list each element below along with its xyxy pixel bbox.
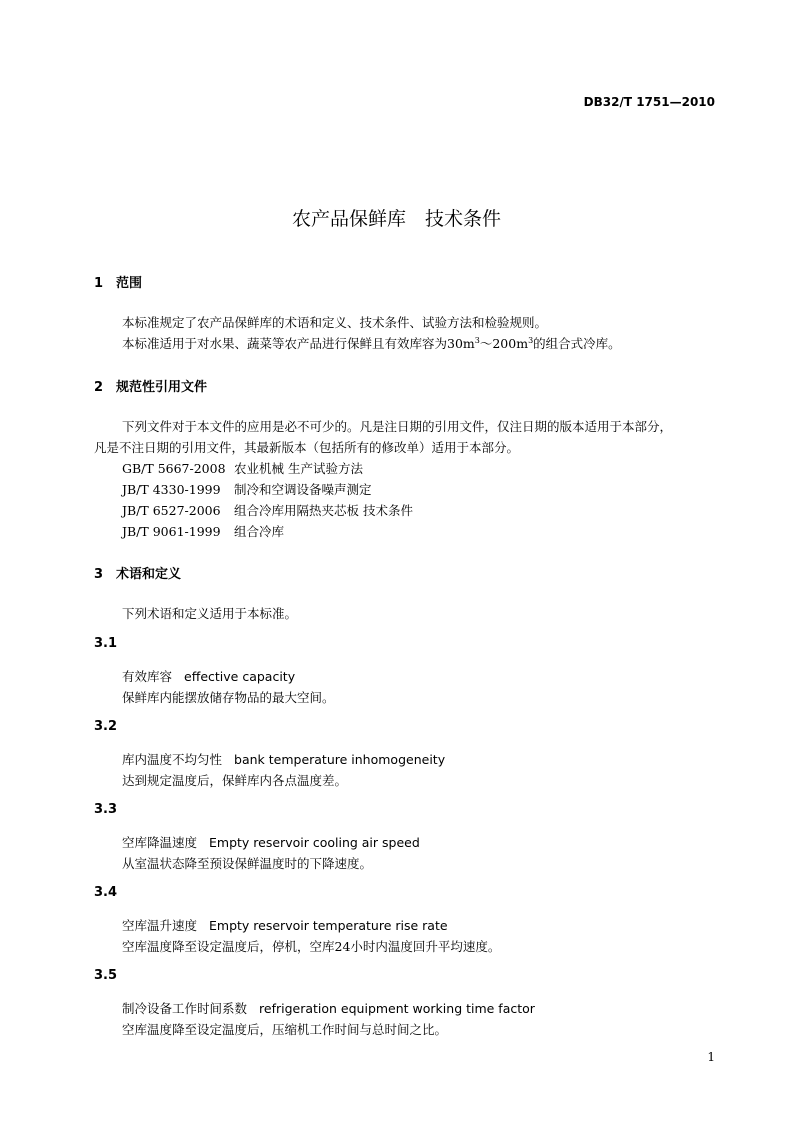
section-title: 术语和定义 <box>116 567 182 582</box>
section-3-intro: 下列术语和定义适用于本标准。 <box>122 606 298 621</box>
section-2-para-line-1: 下列文件对于本文件的应用是必不可少的。凡是注日期的引用文件，仅注日期的版本适用于本部分， <box>122 419 673 434</box>
term-definition: 保鲜库内能摆放储存物品的最大空间。 <box>122 690 335 705</box>
reference-code: JB/T 4330-1999 <box>122 482 221 497</box>
term-definition: 从室温状态降至预设保鲜温度时的下降速度。 <box>122 856 373 871</box>
term-en: refrigeration equipment working time factor <box>259 1001 535 1016</box>
term-heading <box>122 916 448 934</box>
term-heading <box>122 750 445 768</box>
subsection-number: 3.1 <box>94 636 118 651</box>
subsection-number: 3.2 <box>94 719 118 734</box>
reference-code: JB/T 6527-2006 <box>122 503 221 518</box>
reference-title: 农业机械 生产试验方法 <box>234 461 363 476</box>
section-2-heading <box>94 376 207 395</box>
term-definition: 空库温度降至设定温度后，停机，空库24小时内温度回升平均速度。 <box>122 939 501 954</box>
term-definition: 空库温度降至设定温度后，压缩机工作时间与总时间之比。 <box>122 1022 448 1037</box>
section-number: 2 <box>94 380 104 395</box>
subsection-number: 3.3 <box>94 802 118 817</box>
reference-title: 制冷和空调设备噪声测定 <box>234 482 372 497</box>
document-title: 农产品保鲜库 技术条件 <box>291 208 501 230</box>
reference-title: 组合冷库用隔热夹芯板 技术条件 <box>234 503 413 518</box>
section-number: 3 <box>94 567 104 582</box>
reference-item <box>122 459 363 477</box>
standard-number: DB32/T 1751—2010 <box>583 95 715 109</box>
reference-item <box>122 480 372 498</box>
term-heading <box>122 833 420 851</box>
term-zh: 制冷设备工作时间系数 <box>122 1001 248 1016</box>
term-en: Empty reservoir temperature rise rate <box>209 918 448 933</box>
term-zh: 空库温升速度 <box>122 918 198 933</box>
reference-title: 组合冷库 <box>234 524 285 539</box>
term-zh: 库内温度不均匀性 <box>122 752 223 767</box>
term-en: bank temperature inhomogeneity <box>234 752 446 767</box>
section-1-heading <box>94 272 142 291</box>
page-number: 1 <box>707 1050 715 1064</box>
term-heading <box>122 667 295 685</box>
subsection-number: 3.5 <box>94 968 118 983</box>
term-zh: 空库降温速度 <box>122 835 198 850</box>
section-1-para-2: 本标准适用于对水果、蔬菜等农产品进行保鲜且有效库容为$30m^3\sim 200m^3$的组合式冷库。 <box>122 335 621 351</box>
term-heading <box>122 999 535 1017</box>
section-title: 范围 <box>116 276 143 291</box>
section-number: 1 <box>94 276 104 291</box>
term-zh: 有效库容 <box>122 669 173 684</box>
section-title: 规范性引用文件 <box>116 380 208 395</box>
subsection-number: 3.4 <box>94 885 118 900</box>
section-3-heading <box>94 563 181 582</box>
term-en: effective capacity <box>184 669 296 684</box>
section-1-para-1: 本标准规定了农产品保鲜库的术语和定义、技术条件、试验方法和检验规则。 <box>122 315 548 330</box>
term-definition: 达到规定温度后，保鲜库内各点温度差。 <box>122 773 348 788</box>
term-en: Empty reservoir cooling air speed <box>209 835 420 850</box>
reference-item <box>122 501 413 519</box>
reference-code: GB/T 5667-2008 <box>122 461 226 476</box>
reference-code: JB/T 9061-1999 <box>122 524 221 539</box>
section-2-para-line-2: 凡是不注日期的引用文件，其最新版本（包括所有的修改单）适用于本部分。 <box>94 440 520 455</box>
reference-item <box>122 522 284 540</box>
